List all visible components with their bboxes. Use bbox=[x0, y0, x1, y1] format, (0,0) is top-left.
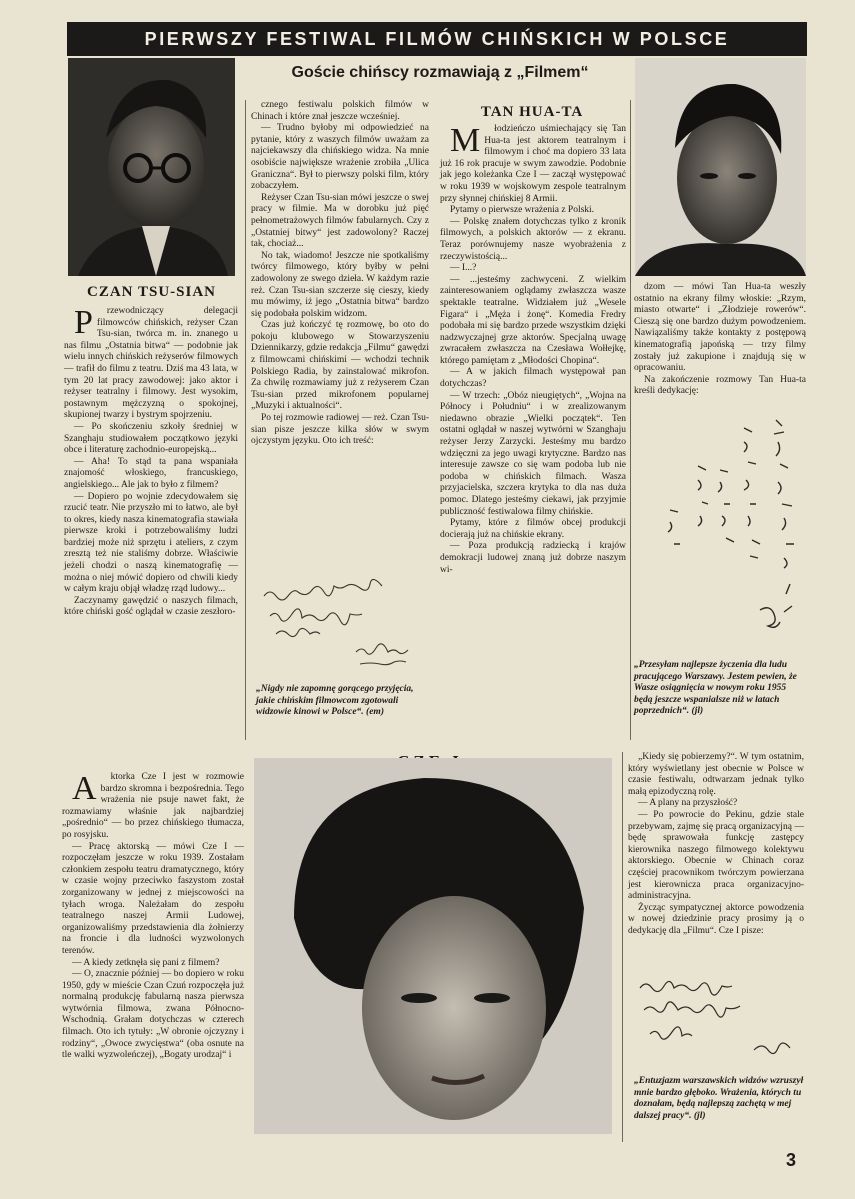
person-name-tan: TAN HUA-TA bbox=[480, 104, 584, 120]
tan-paragraph: — Poza produkcją radziecką i krajów demokracji ludowej znaną już dobrze naszym wi- bbox=[440, 541, 626, 575]
czan-paragraph: — Aha! To stąd ta pana wspaniała znajomość włoskiego, francuskiego, angielskiego... Ale jak to było z filmem? bbox=[64, 456, 238, 490]
czan-column-2 bbox=[251, 100, 429, 568]
tan-column: M łodzieńczo uśmiechający się Tan Hua-ta jest aktorem teatralnym i filmowym i choć ma dopiero 33 lata już 16 rok pracuje w swym zawodzie. Podobnie jak jego koleżanka Cze I — zaczął występować w roku 1939 w wojskowym zespole teatralnym przy słynnej chińskiej 8 Armii. Pytamy o pierwsze wrażenia z Polski. — Polskę znałem dotychczas tylko z kronik filmowych, a polskich aktorów — z ekranu. Teraz porównujemy nasze wyobrażenia z rzeczywistością... — I...? — ...jesteśmy zachwyceni. Z wielkim zainteresowaniem oglądamy zwłaszcza wasze spektakle teatralne. Widziałem już „Wesele Figara“ i „Męża i żonę“. Komedia Fredry podobała mi się bardzo przede wszystkim dzięki nadzwyczajnej grze aktorów. Specjalną uwagę zwracałem zwłaszcza na Czesława Wołłejkę, którego pamiętam z „Młodości Chopina“. — A w jakich filmach występował pan dotychczas? — W trzech: „Obóz nieugiętych“, „Wojna na Północy i Południu“ i w zrealizowanym niedawno obrazie „Wielki początek“. Ten ostatni oglądał w naszej wytwórni w Szanghaju reżyser Jerzy Zarzycki. Jesteśmy mu bardzo wdzięczni za jego uwagi krytyczne. Bardzo nas interesuje zawsze co się wam podoba lub nie podoba w chińskich filmach. Wasza przyjacielska, szczera krytyka to dla nas duża pomoc. Dlatego jesteśmy ciekawi, jak przyjmie publiczność festiwalowa filmy chińskie. Pytamy, które z filmów obcej produkcji docierają już na chińskie ekrany. — Poza produkcją radziecką i krajów demokracji ludowej znaną już dobrze naszym wi- bbox=[440, 122, 626, 575]
tan-paragraph: dzom — mówi Tan Hua-ta weszły ostatnio na ekrany filmy włoskie: „Rzym, miasto otwarte“ i „Złodzieje rowerów“. Cieszą się one bardzo dużym powodzeniem. Nawiązaliśmy także kontakty z postępową kinematografią japońską — trzy filmy zostały już zakupione i znajdują się w opracowaniu. bbox=[634, 282, 806, 374]
tan-right-column bbox=[634, 282, 806, 397]
tan-paragraph: Pytamy o pierwsze wrażenia z Polski. bbox=[450, 205, 595, 216]
tan-paragraph: Pytamy, które z filmów obcej produkcji docierają już na chińskie ekrany. bbox=[440, 518, 626, 540]
tan-paragraph: Na zakończenie rozmowy Tan Hua-ta kreśli dedykację: bbox=[634, 374, 806, 397]
column-divider bbox=[630, 100, 631, 740]
czan-paragraph: — Dopiero po wojnie zdecydowałem się rzucić teatr. Nie przyszło mi to łatwo, ale był to okres, kiedy nasza kinematografia stawiała pierwsze kroki i potrzebowaliśmy ludzi bardziej może niż sprzętu i ateliers, z czym zresztą też nie staliśmy dobrze. Właściwie jeżeli chodzi o naszą kinematografię — można o niej mówić dopiero od chwili kiedy w całym kraju objął władzę rząd ludowy... bbox=[64, 491, 238, 595]
czan-paragraph: rzewodniczący delegacji filmowców chińskich, reżyser Czan Tsu-sian, twórca m. in. znanego u nas filmu „Ostatnia bitwa“ — podobnie jak wielu innych chińskich reżyserów filmowych — trafił do filmu z teatru. Dziś ma 43 lata, w tym 20 lat pracy zawodowej: jako aktor i reżyser teatralny i filmowy. Jest wysokim, postawnym mężczyzną o spokojnej, skupionej twarzy i bystrym spojrzeniu. bbox=[64, 306, 238, 421]
czan-paragraph: — Po skończeniu szkoły średniej w Szanghaju studiowałem początkowo języki obce i literaturę zachodnio-europejską... bbox=[64, 421, 238, 456]
czan-paragraph: cznego festiwalu polskich filmów w Chinach i które znał jeszcze wcześniej. bbox=[251, 100, 429, 122]
portrait-tan-hua-ta bbox=[635, 58, 806, 276]
tan-caption: „Przesyłam najlepsze życzenia dla ludu pracującego Warszawy. Jestem pewien, że Wasze osiągnięcia w nowym roku 1955 będą jeszcze wspanialsze niż w latach poprzednich“. (jl) bbox=[634, 660, 797, 716]
tan-paragraph: — I...? bbox=[450, 263, 477, 274]
czan-calligraphy-image bbox=[256, 574, 426, 674]
cze-paragraph: — A plany na przyszłość? bbox=[638, 798, 738, 809]
tan-paragraph: — A w jakich filmach występował pan dotychczas? bbox=[440, 367, 626, 390]
portrait-cze-i bbox=[254, 758, 612, 1134]
page-number: 3 bbox=[786, 1150, 797, 1170]
article-headline: Goście chińscy rozmawiają z „Filmem“ bbox=[291, 64, 589, 81]
column-divider bbox=[622, 752, 623, 1142]
czan-paragraph: Po tej rozmowie radiowej — reż. Czan Tsu-sian pisze jeszcze kilka słów w swym ojczystym języku. Oto ich treść: bbox=[251, 413, 429, 447]
cze-caption: „Entuzjazm warszawskich widzów wzruszył mnie bardzo głęboko. Wrażenia, których tu doznałam, będą najlepszą zachętą w mej dalszej pracy“. (jl) bbox=[634, 1076, 804, 1121]
czan-paragraph: Reżyser Czan Tsu-sian mówi jeszcze o swej pracy w filmie. Ma w dorobku już pięć pełnometrażowych filmów fabularnych. Czy z „Ostatniej bitwy“ jest zadowolony? Raczej tak, chociaż... bbox=[251, 192, 429, 250]
cze-calligraphy-image bbox=[634, 970, 806, 1070]
tan-paragraph: łodzieńczo uśmiechający się Tan Hua-ta jest aktorem teatralnym i filmowym i choć ma dopiero 33 lata już 16 rok pracuje w swym zawodzie. Podobnie jak jego koleżanka Cze I — zaczął występować w roku 1939 w wojskowym zespole teatralnym przy słynnej chińskiej 8 Armii. bbox=[440, 124, 626, 204]
tan-paragraph: — Polskę znałem dotychczas tylko z kronik filmowych, a polskich aktorów — z ekranu. Teraz porównujemy nasze wyobrażenia z rzeczywistością... bbox=[440, 216, 626, 262]
czan-paragraph: — Trudno byłoby mi odpowiedzieć na pytanie, który z waszych filmów uważam za najciekawszy dla chińskiego widza. Na mnie osobiście największe wrażenie zrobiła „Ulica Graniczna“. Był to pierwszy polski film, który zobaczyłem. bbox=[251, 123, 429, 192]
czan-paragraph: Zaczynamy gawędzić o naszych filmach, które chiński gość oglądał w czasie zeszłoro- bbox=[64, 595, 238, 618]
czan-column-1: P rzewodniczący delegacji filmowców chińskich, reżyser Czan Tsu-sian, twórca m. in. znanego u nas filmu „Ostatnia bitwa“ — podobnie jak wielu innych chińskich reżyserów filmowych — trafił do filmu z teatru. Dziś ma 43 lata, w tym 20 lat pracy zawodowej: jako aktor i reżyser teatralny i filmowy. Jest wysokim, postawnym mężczyzną o spokojnej, skupionej twarzy i bystrym spojrzeniu. — Po skończeniu szkoły średniej w Szanghaju studiowałem początkowo języki obce i literaturę zachodnio-europejską... — Aha! To stąd ta pana wspaniała znajomość włoskiego, francuskiego, angielskiego... Ale jak to było z filmem? — Dopiero po wojnie zdecydowałem się rzucić teatr. Nie przyszło mi to łatwo, ale był to okres, kiedy nasza kinematografia stawiała pierwsze kroki i potrzebowaliśmy ludzi bardziej może niż sprzętu i ateliers, z czym zresztą też nie staliśmy dobrze. Właściwie jeżeli chodzi o naszą kinematografię — można o niej mówić dopiero od chwili kiedy w całym kraju objął władzę rząd ludowy... Zaczynamy gawędzić o naszych filmach, które chiński gość oglądał w czasie zeszłoro- bbox=[64, 304, 238, 618]
cze-paragraph: Życząc sympatycznej aktorce powodzenia w nowej dziedzinie pracy prosimy ją o dedykację dla „Filmu“. Cze I pisze: bbox=[628, 902, 804, 936]
cze-left-column: A ktorka Cze I jest w rozmowie bardzo skromna i bezpośrednia. Tego wrażenia nie psuje nawet fakt, że rozmawiamy właśnie jak najbardziej „pośrednio“ — bo przez chińskiego tłumacza, po rosyjsku. — Pracę aktorską — mówi Cze I — rozpoczęłam jeszcze w roku 1939. Zostałam członkiem zespołu teatru dramatycznego, który w czasie wojny przeciwko faszystom został zorganizowany w jednej z miejscowości na tyłach wroga. Należałam do zespołu teatralnego naszej Armii Ludowej, organizowaliśmy przedstawienia dla żołnierzy na froncie i dla ludności wyzwolonych terenów. — A kiedy zetknęła się pani z filmem? — O, znacznie później — bo dopiero w roku 1950, gdy w mieście Czan Czuń rozpoczęła już normalną produkcję fabularną nasza pierwsza wytwórnia filmowa, zwana Północno-Wschodnią. Grałam dotychczas w czterech filmach. Oto ich tytuły: „W obronie ojczyzny i rodziny“, „Owoce zwycięstwa“ (oba osnute na tle walki wyzwoleńczej), „Bogaty urodzaj“ i bbox=[62, 770, 244, 1061]
cze-paragraph: — Pracę aktorską — mówi Cze I — rozpoczęłam jeszcze w roku 1939. Zostałam członkiem zespołu teatru dramatycznego, który w czasie wojny przeciwko faszystom został zorganizowany w jednej z miejscowości na tyłach wroga. Należałam do zespołu teatralnego naszej Armii Ludowej, organizowaliśmy przedstawienia dla żołnierzy na froncie i dla ludności wyzwolonych terenów. bbox=[62, 841, 244, 956]
cze-paragraph: — Po powrocie do Pekinu, gdzie stale przebywam, zajmę się pracą organizacyjną — będę sprawowała funkcję zastępcy kierownika naszego filmowego kolektywu aktorskiego. Obecnie w Chinach coraz częściej pracownikom twórczym powierzana jest kierownicza praca organizacyjno-administracyjna. bbox=[628, 809, 804, 902]
cze-paragraph: — O, znacznie później — bo dopiero w roku 1950, gdy w mieście Czan Czuń rozpoczęła już normalną produkcję fabularną nasza pierwsza wytwórnia filmowa, zwana Północno-Wschodnią. Grałam dotychczas w czterech filmach. Oto ich tytuły: „W obronie ojczyzny i rodziny“, „Owoce zwycięstwa“ (oba osnute na tle walki wyzwoleńczej), „Bogaty urodzaj“ i bbox=[62, 969, 244, 1061]
portrait-czan-tsu-sian bbox=[68, 58, 235, 276]
tan-paragraph: — ...jesteśmy zachwyceni. Z wielkim zainteresowaniem oglądamy zwłaszcza wasze spektakle teatralne. Widziałem już „Wesele Figara“ i „Męża i żonę“. Komedia Fredry podobała mi się bardzo przede wszystkim dzięki nadzwyczajnej grze aktorów. Specjalną uwagę zwracałem zwłaszcza na Czesława Wołłejkę, którego pamiętam z „Młodości Chopina“. bbox=[440, 274, 626, 366]
tan-paragraph: — W trzech: „Obóz nieugiętych“, „Wojna na Północy i Południu“ i w zrealizowanym niedawno obrazie „Wielki początek“. Ten ostatni oglądał w naszej wytwórni w Szanghaju reżyser Jerzy Zarzycki. Jesteśmy mu bardzo wdzięczni za jego uwagi krytyczne. Bardzo nas interesuje zawsze co się wam podoba lub nie podoba w chińskich filmach. Wasza przyjacielska, szczera krytyka to dla nas duża pomoc. Dlatego jesteśmy ciekawi, jak przyjmie publiczność festiwalowa filmy chińskie. bbox=[440, 390, 626, 517]
cze-paragraph: ktorka Cze I jest w rozmowie bardzo skromna i bezpośrednia. Tego wrażenia nie psuje nawet fakt, że rozmawiamy właśnie jak najbardziej „pośrednio“ — bo przez chińskiego tłumacza, po rosyjsku. bbox=[62, 772, 244, 840]
czan-paragraph: No tak, wiadomo! Jeszcze nie spotkaliśmy twórcy filmowego, który byłby w pełni zadowolony ze swego dzieła. W każdym razie reż. Czan Tsu-sian szczerze się cieszy, kiedy mu mówimy, iż jego „Ostatnia bitwa“ bardzo się podobała polskim widzom. bbox=[251, 250, 429, 319]
section-banner: PIERWSZY FESTIWAL FILMÓW CHIŃSKICH W POLSCE bbox=[67, 22, 807, 56]
tan-calligraphy-image bbox=[640, 400, 806, 650]
person-name-czan: CZAN TSU-SIAN bbox=[86, 284, 216, 300]
czan-paragraph: Czas już kończyć tę rozmowę, bo oto do pokoju klubowego w Stowarzyszeniu Dziennikarzy, gdzie redakcja „Filmu“ gawędzi z filmowcami chińskimi — wchodzi technik Polskiego Radia, by zainstalować mikrofon. Za chwilę rozmawiamy już z reżyserem Czan Tsu-sian przed mikrofonem popularnej „Muzyki i aktualności“. bbox=[251, 320, 429, 412]
column-divider bbox=[245, 100, 246, 740]
cze-paragraph: — A kiedy zetknęła się pani z filmem? bbox=[72, 957, 220, 968]
cze-right-column bbox=[628, 752, 804, 964]
czan-caption: „Nigdy nie zapomnę gorącego przyjęcia, jakie chińskim filmowcom zgotowali widzowie kinowi w Polsce“. (em) bbox=[256, 684, 414, 717]
cze-paragraph: „Kiedy się pobierzemy?“. W tym ostatnim, który wyświetlany jest obecnie w Polsce w czasie festiwalu, odtwarzam jednak tylko małą epizodyczną rolę. bbox=[628, 752, 804, 797]
